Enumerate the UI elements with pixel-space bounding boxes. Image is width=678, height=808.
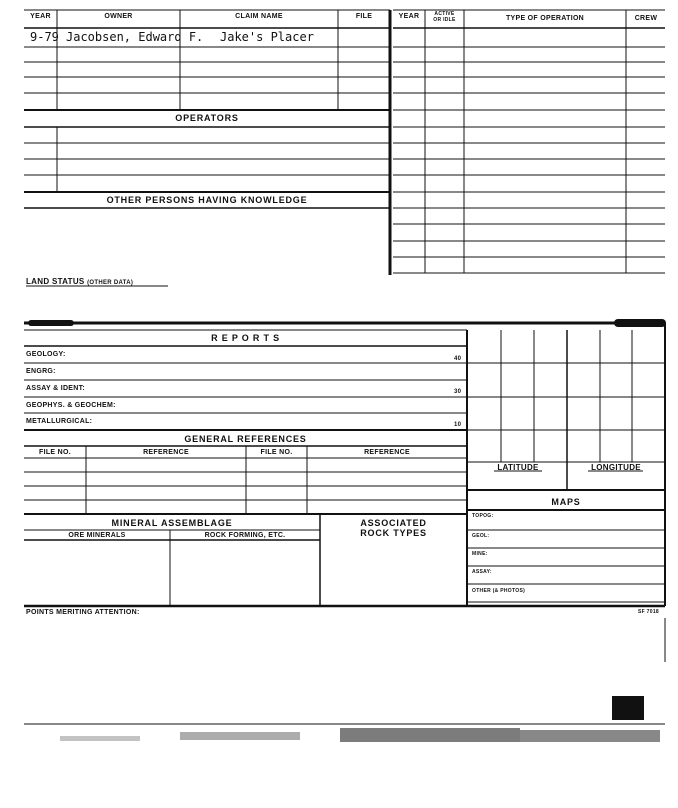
report-num-40: 40	[454, 356, 462, 362]
header-year-2: YEAR	[398, 13, 420, 20]
report-num-30: 30	[454, 389, 462, 395]
gr-file-no: FILE NO.	[39, 449, 71, 456]
operators-heading: OPERATORS	[175, 113, 239, 123]
maps-geol: GEOL:	[472, 533, 490, 539]
reports-heading: R E P O R T S	[211, 333, 280, 343]
header-year: YEAR	[30, 13, 51, 20]
report-geology: GEOLOGY:	[26, 351, 66, 358]
gr-file-no-2: FILE NO.	[260, 449, 293, 456]
longitude-label: LONGITUDE	[591, 463, 641, 472]
maps-heading: MAPS	[551, 497, 581, 507]
entry-owner: Jacobsen, Edward F.	[66, 30, 204, 44]
report-assay: ASSAY & IDENT:	[26, 385, 86, 392]
general-references-heading: GENERAL REFERENCES	[184, 434, 307, 444]
other-persons-heading: OTHER PERSONS HAVING KNOWLEDGE	[106, 195, 308, 205]
header-owner: OWNER	[104, 13, 133, 20]
maps-assay: ASSAY:	[472, 569, 492, 575]
points-meriting-attention: POINTS MERITING ATTENTION:	[26, 609, 140, 616]
report-engrg: ENGRG:	[26, 368, 56, 375]
form-code: SF 7018	[638, 609, 660, 615]
rock-forming-label: ROCK FORMING, ETC.	[204, 532, 286, 539]
mineral-assemblage-heading: MINERAL ASSEMBLAGE	[111, 518, 233, 528]
associated-label: ASSOCIATED	[360, 518, 427, 528]
header-file: FILE	[355, 13, 373, 20]
latitude-label: LATITUDE	[497, 463, 539, 472]
header-active-2: OR IDLE	[433, 17, 456, 23]
land-status-label: LAND STATUS (OTHER DATA)	[26, 277, 134, 286]
gr-reference-2: REFERENCE	[364, 449, 410, 456]
entry-year: 9-79	[30, 30, 59, 44]
maps-mine: MINE:	[472, 551, 488, 557]
gr-reference: REFERENCE	[143, 449, 189, 456]
rock-types-label: ROCK TYPES	[360, 528, 427, 538]
entry-claim-name: Jake's Placer	[220, 30, 314, 44]
header-crew: CREW	[634, 15, 658, 22]
header-claim-name: CLAIM NAME	[235, 13, 283, 20]
report-num-10: 10	[454, 422, 462, 428]
maps-other: OTHER (& PHOTOS)	[472, 588, 526, 594]
header-type-of-operation: TYPE OF OPERATION	[505, 15, 585, 22]
ore-minerals-label: ORE MINERALS	[68, 532, 126, 539]
header-active-1: ACTIVE	[434, 11, 455, 17]
report-metallurgical: METALLURGICAL:	[26, 418, 93, 425]
maps-topog: TOPOG:	[472, 513, 494, 519]
report-geophys: GEOPHYS. & GEOCHEM:	[26, 402, 116, 409]
